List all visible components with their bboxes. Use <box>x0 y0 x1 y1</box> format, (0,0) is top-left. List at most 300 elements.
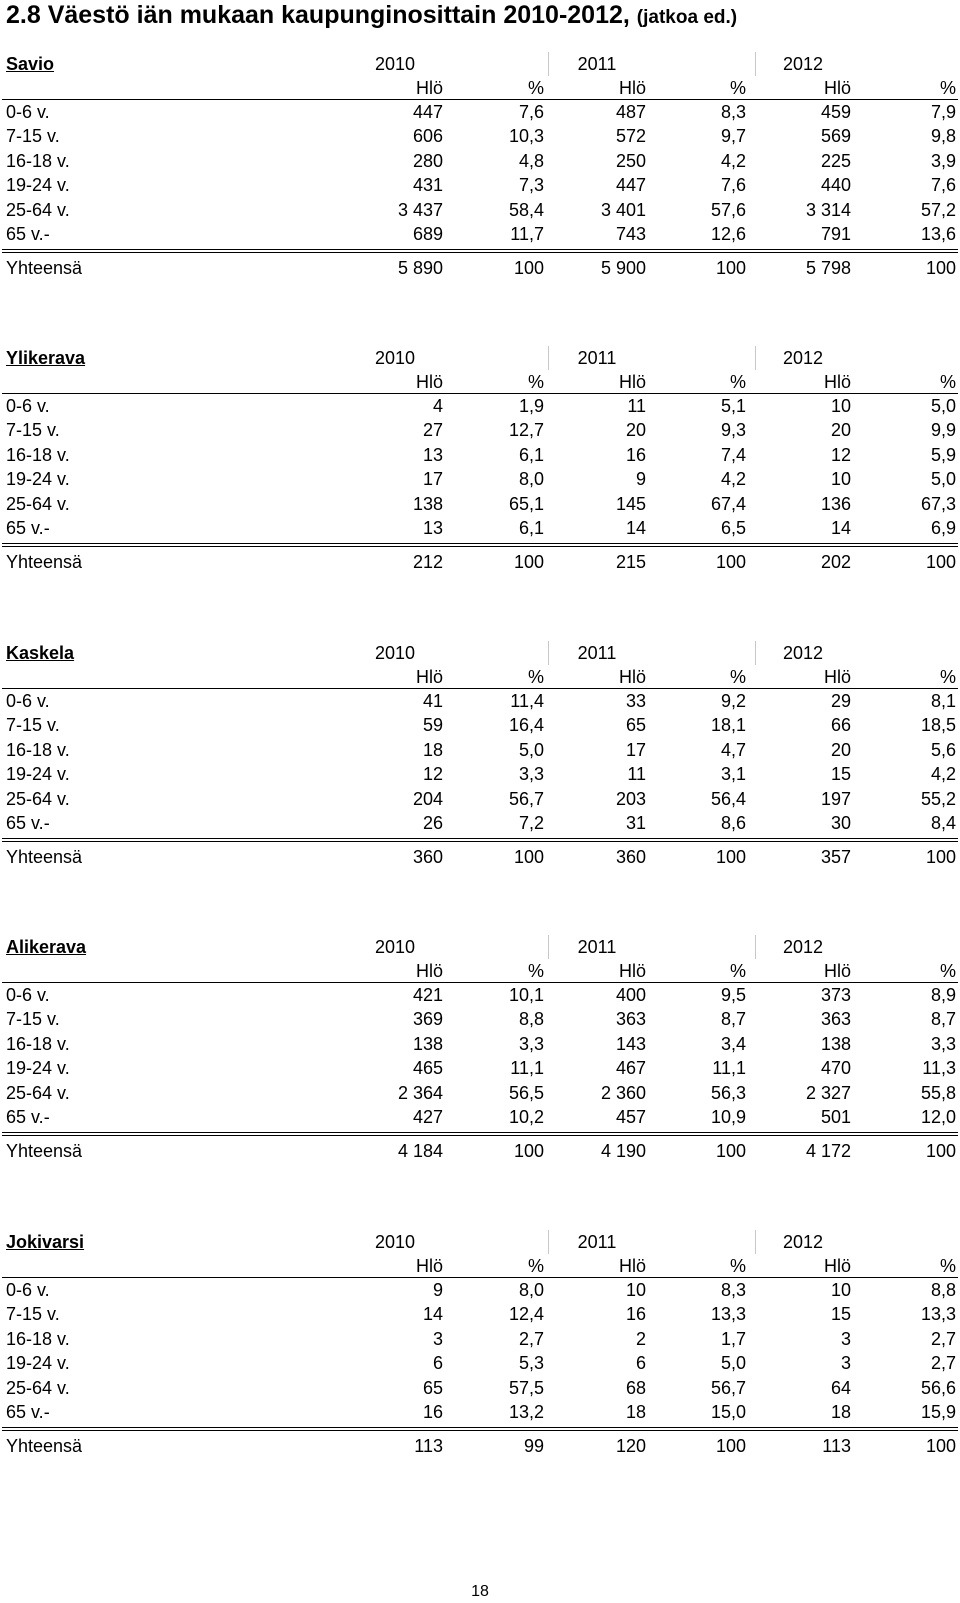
table-cell: 12,6 <box>710 224 746 244</box>
table-cell: 3 <box>432 1328 443 1349</box>
table-cell: 13 <box>422 444 443 465</box>
table-cell: 16,4 <box>508 715 544 736</box>
age-group-label: 16-18 v. <box>6 1033 70 1054</box>
total-cell: 100 <box>715 1141 746 1162</box>
table-cell: 13,6 <box>920 224 956 244</box>
table-cell: 5,0 <box>518 739 544 760</box>
table-cell: 9 <box>432 1280 443 1300</box>
table-cell: 3 401 <box>600 199 646 220</box>
table-cell: 10 <box>830 1280 851 1300</box>
table-cell: 1,9 <box>518 396 544 416</box>
year-divider <box>548 641 549 665</box>
table-cell: 5,0 <box>930 396 956 416</box>
table-cell: 18,1 <box>710 715 746 736</box>
total-label: Yhteensä <box>6 1436 83 1457</box>
table-cell: 470 <box>820 1058 851 1079</box>
table-cell: 57,2 <box>920 199 956 220</box>
table-cell: 10,3 <box>508 126 544 147</box>
year-header: 2010 <box>374 937 416 957</box>
table-cell: 9 <box>635 469 646 490</box>
age-group-label: 16-18 v. <box>6 444 70 465</box>
table-cell: 197 <box>820 788 851 809</box>
year-divider <box>755 346 756 370</box>
table-cell: 29 <box>830 691 851 711</box>
table-cell: 9,2 <box>720 691 746 711</box>
table-cell: 440 <box>820 175 851 196</box>
table-cell: 447 <box>412 102 443 122</box>
total-cell: 100 <box>925 1141 956 1162</box>
table-cell: 447 <box>615 175 646 196</box>
age-group-label: 7-15 v. <box>6 1304 60 1325</box>
table-cell: 33 <box>625 691 646 711</box>
table-cell: 2 327 <box>805 1082 851 1103</box>
table-cell: 12 <box>830 444 851 465</box>
table-cell: 11,1 <box>510 1058 544 1079</box>
section-name: Kaskela <box>6 643 75 663</box>
age-group-label: 19-24 v. <box>6 1058 70 1079</box>
title-main: 2.8 Väestö iän mukaan kaupunginosittain 2010-2012, <box>6 1 630 29</box>
table-cell: 15 <box>830 764 851 785</box>
table-cell: 6,1 <box>518 444 544 465</box>
age-group-label: 0-6 v. <box>6 691 50 711</box>
total-cell: 100 <box>715 847 746 868</box>
table-cell: 64 <box>830 1377 851 1398</box>
table-cell: 56,7 <box>508 788 544 809</box>
table-cell: 13,2 <box>508 1402 544 1422</box>
table-cell: 225 <box>820 150 851 171</box>
table-cell: 12,4 <box>508 1304 544 1325</box>
table-cell: 7,6 <box>720 175 746 196</box>
section-alikerava <box>0 935 960 1165</box>
year-header: 2011 <box>577 54 617 74</box>
total-rule <box>2 841 958 842</box>
table-cell: 5,0 <box>720 1353 746 1374</box>
table-cell: 5,9 <box>930 444 956 465</box>
percent-header: % <box>939 372 956 392</box>
total-cell: 5 798 <box>805 258 851 279</box>
year-header: 2010 <box>374 643 416 663</box>
table-cell: 14 <box>422 1304 443 1325</box>
year-header: 2011 <box>577 643 617 663</box>
table-cell: 791 <box>820 224 851 244</box>
percent-header: % <box>729 961 746 981</box>
total-label: Yhteensä <box>6 1141 83 1162</box>
section-ylikerava <box>0 346 960 576</box>
table-cell: 56,6 <box>920 1377 956 1398</box>
table-cell: 8,8 <box>930 1280 956 1300</box>
table-cell: 31 <box>625 813 646 833</box>
age-group-label: 0-6 v. <box>6 396 50 416</box>
table-cell: 7,2 <box>518 813 544 833</box>
table-cell: 280 <box>412 150 443 171</box>
table-cell: 3 <box>840 1328 851 1349</box>
table-cell: 57,6 <box>710 199 746 220</box>
count-header: Hlö <box>618 667 646 687</box>
age-group-label: 7-15 v. <box>6 715 60 736</box>
table-cell: 67,4 <box>710 493 746 514</box>
year-header: 2010 <box>374 54 416 74</box>
age-group-label: 25-64 v. <box>6 1082 70 1103</box>
total-cell: 5 900 <box>600 258 646 279</box>
table-cell: 138 <box>412 1033 443 1054</box>
table-cell: 59 <box>422 715 443 736</box>
table-cell: 27 <box>422 420 443 441</box>
table-cell: 58,4 <box>508 199 544 220</box>
table-cell: 13,3 <box>710 1304 746 1325</box>
section-kaskela <box>0 641 960 871</box>
year-divider <box>548 1230 549 1254</box>
table-cell: 5,1 <box>720 396 746 416</box>
table-cell: 15,9 <box>920 1402 956 1422</box>
age-group-label: 25-64 v. <box>6 1377 70 1398</box>
age-group-label: 16-18 v. <box>6 150 70 171</box>
table-cell: 457 <box>615 1107 646 1127</box>
table-cell: 8,6 <box>720 813 746 833</box>
age-group-label: 7-15 v. <box>6 1009 60 1030</box>
total-cell: 100 <box>925 258 956 279</box>
total-cell: 100 <box>513 1141 544 1162</box>
percent-header: % <box>939 667 956 687</box>
table-cell: 10 <box>830 396 851 416</box>
count-header: Hlö <box>415 78 443 98</box>
table-cell: 138 <box>820 1033 851 1054</box>
total-cell: 100 <box>715 552 746 573</box>
table-cell: 2,7 <box>518 1328 544 1349</box>
year-divider <box>755 935 756 959</box>
page-title <box>6 0 737 30</box>
count-header: Hlö <box>618 78 646 98</box>
total-rule <box>2 1132 958 1133</box>
total-cell: 212 <box>412 552 443 573</box>
total-cell: 100 <box>925 1436 956 1457</box>
age-group-label: 65 v.- <box>6 518 50 538</box>
table-cell: 9,9 <box>930 420 956 441</box>
percent-header: % <box>527 372 544 392</box>
section-name: Savio <box>6 54 55 74</box>
percent-header: % <box>729 372 746 392</box>
table-cell: 17 <box>625 739 646 760</box>
year-divider <box>755 1230 756 1254</box>
table-cell: 14 <box>625 518 646 538</box>
age-group-label: 25-64 v. <box>6 199 70 220</box>
table-cell: 572 <box>615 126 646 147</box>
count-header: Hlö <box>618 372 646 392</box>
table-cell: 20 <box>830 739 851 760</box>
table-cell: 459 <box>820 102 851 122</box>
table-cell: 467 <box>615 1058 646 1079</box>
table-cell: 5,6 <box>930 739 956 760</box>
total-label: Yhteensä <box>6 258 83 279</box>
total-label: Yhteensä <box>6 552 83 573</box>
table-cell: 501 <box>820 1107 851 1127</box>
percent-header: % <box>527 667 544 687</box>
total-cell: 360 <box>412 847 443 868</box>
table-cell: 26 <box>422 813 443 833</box>
table-cell: 363 <box>615 1009 646 1030</box>
table-cell: 16 <box>625 1304 646 1325</box>
table-cell: 9,5 <box>720 985 746 1005</box>
page-number: 18 <box>471 1583 489 1600</box>
table-cell: 3,4 <box>720 1033 746 1054</box>
total-cell: 100 <box>513 552 544 573</box>
table-cell: 10,1 <box>508 985 544 1005</box>
table-cell: 3,3 <box>518 1033 544 1054</box>
table-cell: 65,1 <box>508 493 544 514</box>
table-cell: 400 <box>615 985 646 1005</box>
table-cell: 3 <box>840 1353 851 1374</box>
count-header: Hlö <box>415 372 443 392</box>
table-cell: 14 <box>830 518 851 538</box>
table-cell: 9,7 <box>720 126 746 147</box>
table-cell: 250 <box>615 150 646 171</box>
table-cell: 8,3 <box>720 102 746 122</box>
table-cell: 4 <box>432 396 443 416</box>
year-header: 2011 <box>577 937 617 957</box>
table-cell: 18 <box>422 739 443 760</box>
table-cell: 12 <box>422 764 443 785</box>
table-cell: 8,0 <box>518 469 544 490</box>
percent-header: % <box>939 961 956 981</box>
age-group-label: 65 v.- <box>6 1402 50 1422</box>
table-cell: 7,3 <box>518 175 544 196</box>
age-group-label: 19-24 v. <box>6 764 70 785</box>
table-cell: 4,2 <box>930 764 956 785</box>
table-cell: 41 <box>422 691 443 711</box>
table-cell: 6,9 <box>930 518 956 538</box>
age-group-label: 19-24 v. <box>6 175 70 196</box>
total-rule <box>2 1427 958 1428</box>
percent-header: % <box>729 1256 746 1276</box>
table-cell: 4,2 <box>720 469 746 490</box>
year-header: 2012 <box>782 937 824 957</box>
age-group-label: 0-6 v. <box>6 102 50 122</box>
age-group-label: 19-24 v. <box>6 1353 70 1374</box>
table-cell: 8,7 <box>720 1009 746 1030</box>
total-cell: 360 <box>615 847 646 868</box>
table-cell: 12,0 <box>920 1107 956 1127</box>
count-header: Hlö <box>823 372 851 392</box>
table-cell: 56,5 <box>508 1082 544 1103</box>
table-cell: 4,2 <box>720 150 746 171</box>
table-cell: 7,9 <box>930 102 956 122</box>
total-rule <box>2 1135 958 1136</box>
table-cell: 8,1 <box>930 691 956 711</box>
table-cell: 10 <box>830 469 851 490</box>
total-rule <box>2 546 958 547</box>
total-cell: 4 172 <box>805 1141 851 1162</box>
table-cell: 204 <box>412 788 443 809</box>
table-cell: 7,6 <box>518 102 544 122</box>
year-divider <box>548 935 549 959</box>
table-cell: 2 <box>635 1328 646 1349</box>
section-name: Ylikerava <box>6 348 86 368</box>
title-sub: (jatkoa ed.) <box>636 7 738 28</box>
age-group-label: 7-15 v. <box>6 126 60 147</box>
table-cell: 8,7 <box>930 1009 956 1030</box>
percent-header: % <box>527 1256 544 1276</box>
total-cell: 357 <box>820 847 851 868</box>
total-cell: 113 <box>414 1436 443 1457</box>
year-divider <box>548 52 549 76</box>
table-cell: 67,3 <box>920 493 956 514</box>
table-cell: 57,5 <box>508 1377 544 1398</box>
table-cell: 18,5 <box>920 715 956 736</box>
table-cell: 11 <box>627 396 646 416</box>
table-cell: 6 <box>432 1353 443 1374</box>
total-cell: 215 <box>615 552 646 573</box>
total-rule <box>2 1430 958 1431</box>
count-header: Hlö <box>618 961 646 981</box>
table-cell: 56,7 <box>710 1377 746 1398</box>
total-label: Yhteensä <box>6 847 83 868</box>
total-cell: 100 <box>513 847 544 868</box>
count-header: Hlö <box>823 1256 851 1276</box>
age-group-label: 65 v.- <box>6 1107 50 1127</box>
count-header: Hlö <box>415 1256 443 1276</box>
year-divider <box>755 641 756 665</box>
table-cell: 11 <box>627 764 646 785</box>
age-group-label: 65 v.- <box>6 224 50 244</box>
percent-header: % <box>729 667 746 687</box>
table-cell: 55,2 <box>920 788 956 809</box>
table-cell: 487 <box>615 102 646 122</box>
section-name: Alikerava <box>6 937 87 957</box>
year-header: 2010 <box>374 1232 416 1252</box>
table-cell: 136 <box>820 493 851 514</box>
total-cell: 100 <box>513 258 544 279</box>
age-group-label: 0-6 v. <box>6 985 50 1005</box>
percent-header: % <box>527 78 544 98</box>
total-cell: 4 190 <box>600 1141 646 1162</box>
count-header: Hlö <box>415 667 443 687</box>
table-cell: 13,3 <box>920 1304 956 1325</box>
age-group-label: 16-18 v. <box>6 1328 70 1349</box>
table-cell: 2,7 <box>930 1328 956 1349</box>
table-cell: 3 314 <box>805 199 851 220</box>
percent-header: % <box>939 1256 956 1276</box>
table-cell: 10,9 <box>710 1107 746 1127</box>
table-cell: 11,4 <box>510 691 544 711</box>
count-header: Hlö <box>618 1256 646 1276</box>
section-jokivarsi <box>0 1230 960 1460</box>
percent-header: % <box>939 78 956 98</box>
table-cell: 2,7 <box>930 1353 956 1374</box>
table-cell: 12,7 <box>508 420 544 441</box>
table-cell: 8,4 <box>930 813 956 833</box>
table-cell: 373 <box>820 985 851 1005</box>
table-cell: 369 <box>412 1009 443 1030</box>
section-name: Jokivarsi <box>6 1232 85 1252</box>
table-cell: 1,7 <box>720 1328 746 1349</box>
year-header: 2011 <box>577 1232 617 1252</box>
total-cell: 120 <box>615 1436 646 1457</box>
table-cell: 689 <box>412 224 443 244</box>
total-cell: 202 <box>820 552 851 573</box>
table-cell: 66 <box>830 715 851 736</box>
total-cell: 100 <box>715 258 746 279</box>
table-cell: 65 <box>422 1377 443 1398</box>
percent-header: % <box>527 961 544 981</box>
table-cell: 427 <box>412 1107 443 1127</box>
table-cell: 11,7 <box>510 224 544 244</box>
table-cell: 4,7 <box>720 739 746 760</box>
table-cell: 743 <box>615 224 646 244</box>
age-group-label: 19-24 v. <box>6 469 70 490</box>
count-header: Hlö <box>823 78 851 98</box>
table-cell: 7,4 <box>720 444 746 465</box>
table-cell: 55,8 <box>920 1082 956 1103</box>
table-cell: 3,1 <box>720 764 746 785</box>
total-cell: 100 <box>925 847 956 868</box>
table-cell: 20 <box>830 420 851 441</box>
table-cell: 30 <box>830 813 851 833</box>
table-cell: 13 <box>422 518 443 538</box>
total-cell: 100 <box>715 1436 746 1457</box>
table-cell: 3,3 <box>930 1033 956 1054</box>
year-header: 2011 <box>577 348 617 368</box>
total-cell: 99 <box>523 1436 544 1457</box>
table-cell: 203 <box>615 788 646 809</box>
table-cell: 5,0 <box>930 469 956 490</box>
table-cell: 7,6 <box>930 175 956 196</box>
table-cell: 3,9 <box>930 150 956 171</box>
table-cell: 65 <box>625 715 646 736</box>
total-rule <box>2 252 958 253</box>
section-savio <box>0 52 960 282</box>
table-cell: 465 <box>412 1058 443 1079</box>
age-group-label: 25-64 v. <box>6 788 70 809</box>
table-cell: 9,3 <box>720 420 746 441</box>
table-cell: 16 <box>422 1402 443 1422</box>
table-cell: 8,0 <box>518 1280 544 1300</box>
year-header: 2012 <box>782 643 824 663</box>
table-cell: 16 <box>625 444 646 465</box>
age-group-label: 16-18 v. <box>6 739 70 760</box>
table-cell: 5,3 <box>518 1353 544 1374</box>
year-header: 2012 <box>782 348 824 368</box>
age-group-label: 0-6 v. <box>6 1280 50 1300</box>
total-cell: 5 890 <box>397 258 443 279</box>
table-cell: 18 <box>830 1402 851 1422</box>
year-divider <box>755 52 756 76</box>
age-group-label: 65 v.- <box>6 813 50 833</box>
total-cell: 100 <box>925 552 956 573</box>
total-rule <box>2 838 958 839</box>
count-header: Hlö <box>415 961 443 981</box>
table-cell: 8,8 <box>518 1009 544 1030</box>
table-cell: 145 <box>615 493 646 514</box>
table-cell: 8,9 <box>930 985 956 1005</box>
table-cell: 56,4 <box>710 788 746 809</box>
year-header: 2010 <box>374 348 416 368</box>
table-cell: 17 <box>422 469 443 490</box>
table-cell: 15,0 <box>710 1402 746 1422</box>
table-cell: 20 <box>625 420 646 441</box>
age-group-label: 7-15 v. <box>6 420 60 441</box>
table-cell: 10 <box>625 1280 646 1300</box>
percent-header: % <box>729 78 746 98</box>
table-cell: 606 <box>412 126 443 147</box>
table-cell: 138 <box>412 493 443 514</box>
table-cell: 431 <box>412 175 443 196</box>
table-cell: 2 364 <box>397 1082 443 1103</box>
table-cell: 569 <box>820 126 851 147</box>
year-header: 2012 <box>782 1232 824 1252</box>
table-cell: 11,3 <box>922 1058 956 1079</box>
table-cell: 4,8 <box>518 150 544 171</box>
total-cell: 113 <box>822 1436 851 1457</box>
table-cell: 3,3 <box>518 764 544 785</box>
